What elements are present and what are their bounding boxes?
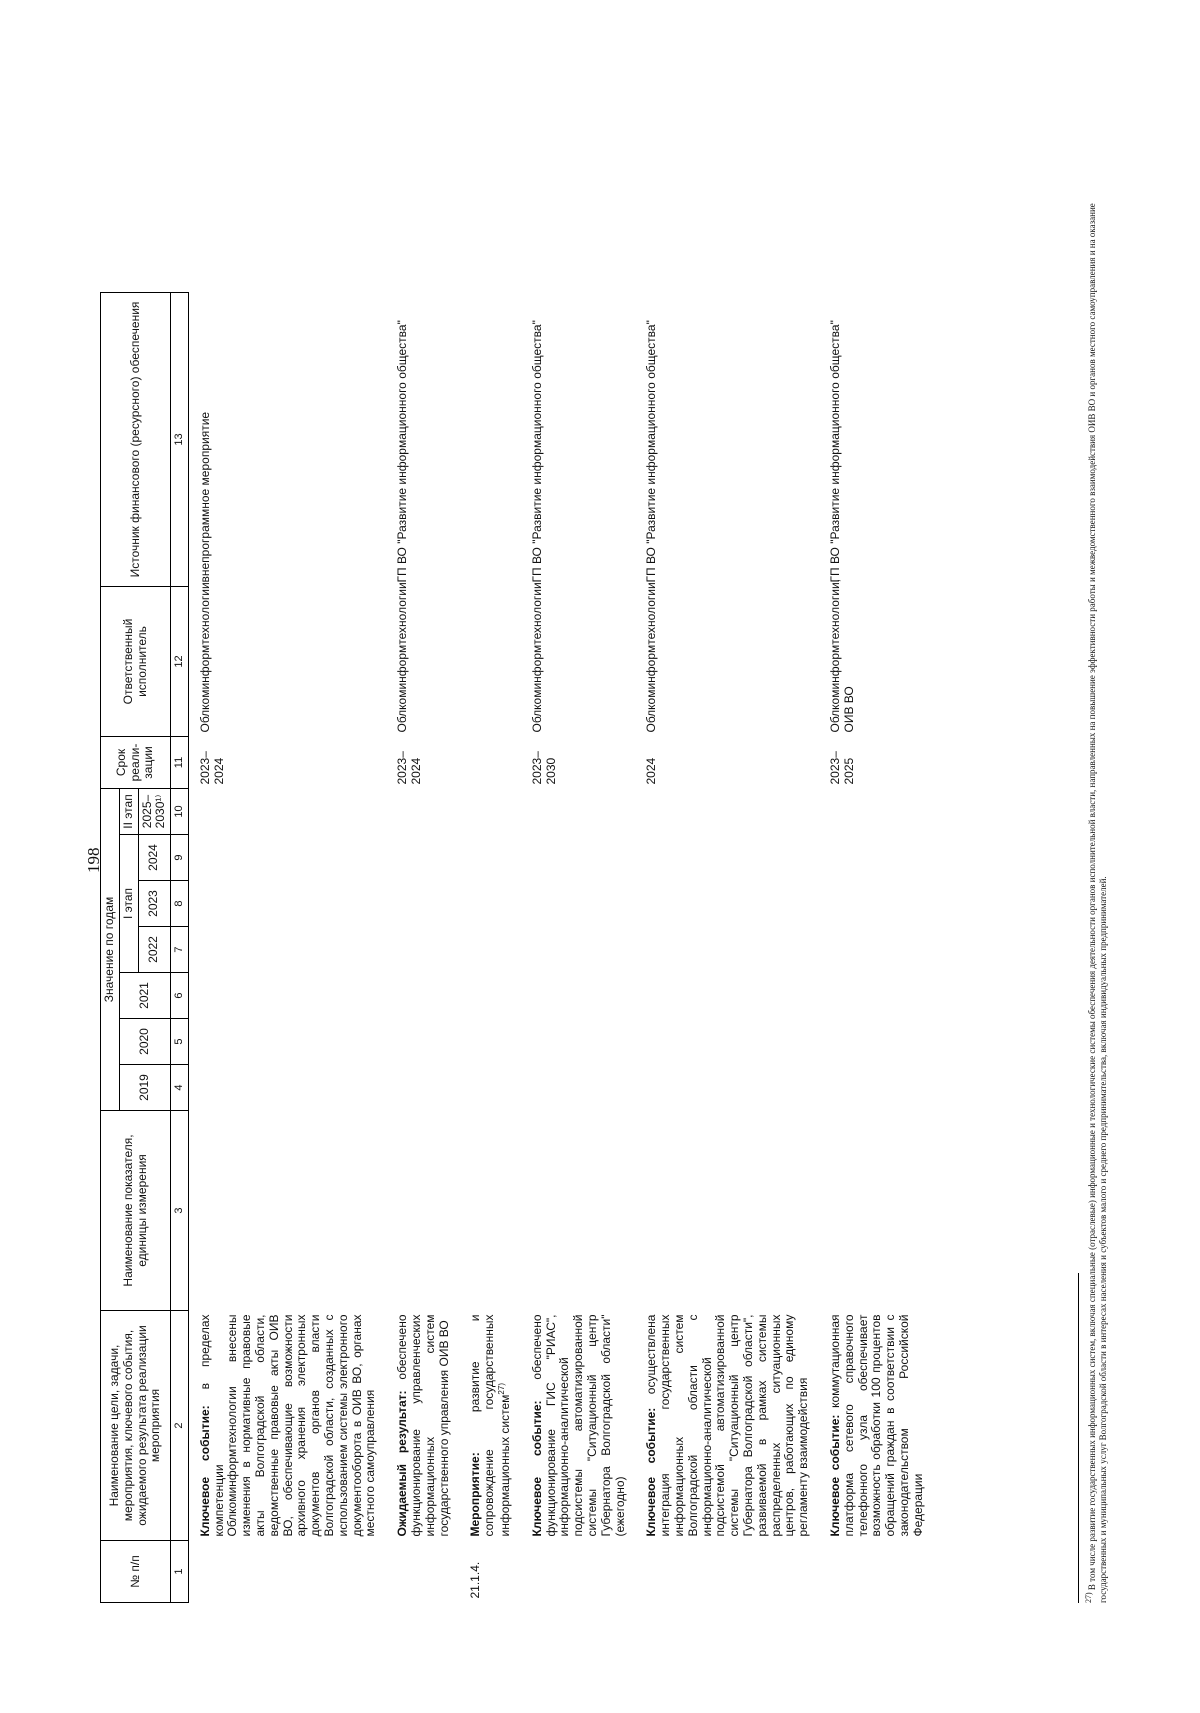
column-number: 12: [171, 587, 189, 737]
row-source: ГП ВО "Развитие информационного общества": [827, 320, 842, 583]
header-stage-2: II этап: [119, 789, 138, 835]
footnote: [1084, 183, 1110, 1603]
row-label: Ключевое событие:: [197, 1405, 212, 1537]
page-number: 198: [84, 847, 103, 873]
row-description: [521, 1311, 636, 1541]
row-text: обеспечено функционирование управленческих информационных систем государственного управления ОИВ ВО: [395, 1314, 451, 1537]
table-row: [459, 293, 520, 1603]
row-term: [459, 737, 520, 789]
column-number: 10: [171, 789, 189, 835]
header-name: Наименование цели, задачи, мероприятия, ключевого события, ожидаемого результата реализации мероприятия: [101, 1311, 171, 1541]
footnote-divider: [1078, 1273, 1079, 1603]
footnote-text: В том числе развитие государственных информационных систем, включая специальные (отраслевые) информационные и технологические системы обеспечения деятельности органов исполнительной власти, направленных на повышение эффективности работы и межведомственного взаимодействия ОИВ ВО и органов местного самоуправления и на оказание государственных и муниципальных услуг Волгоградской области в интересах населения и субъектов малого и среднего предпринимательства, включая индивидуальных предпринимателей.: [1087, 203, 1109, 1603]
row-label: Ключевое событие:: [827, 1414, 842, 1537]
header-year-2025-2030: [138, 789, 171, 835]
header-year-2020: 2020: [119, 1019, 170, 1065]
row-label: Ожидаемый результат:: [395, 1390, 410, 1537]
row-responsible: Облкоминформтехнологии: [395, 582, 410, 733]
row-text: коммутационная платформа сетевого справочного телефонного узла обеспечивает возможность обработки 100 процентов обращений граждан в соответствии с законодательством Российской Федерации: [827, 1314, 925, 1537]
header-source: Источник финансового (ресурсного) обеспечения: [101, 293, 171, 587]
program-table: [100, 292, 933, 1603]
row-source: внепрограммное мероприятие: [197, 411, 212, 583]
column-number: 11: [171, 737, 189, 789]
row-responsible: Облкоминформтехнологии: [644, 582, 659, 733]
row-responsible: [459, 587, 520, 737]
row-source: ГП ВО "Развитие информационного общества": [529, 320, 544, 583]
row-text: обеспечено функционирование ГИС "РИАС", информационно-аналитической подсистемы автоматизированной системы "Ситуационный центр Губернатора Волгоградской области" (ежегодно): [529, 1314, 627, 1537]
row-term: 2023–2025: [827, 751, 856, 785]
table-row: [635, 293, 819, 1603]
column-number: 7: [171, 927, 189, 973]
column-number: 5: [171, 1019, 189, 1065]
column-number: 1: [171, 1541, 189, 1603]
row-description: [386, 1311, 459, 1541]
row-number: [521, 1541, 636, 1603]
column-number: 4: [171, 1065, 189, 1111]
row-number: 21.1.4.: [468, 1561, 483, 1599]
column-number: 6: [171, 973, 189, 1019]
header-year-2019: 2019: [119, 1065, 170, 1111]
row-responsible: Облкоминформтехнологии: [197, 582, 212, 733]
row-text: развитие и сопровождение государственных информационных систем: [468, 1314, 512, 1537]
row-term: 2023–2024: [197, 751, 226, 785]
row-label: Ключевое событие:: [529, 1400, 544, 1537]
header-year-2023: 2023: [138, 881, 171, 927]
column-number: 3: [171, 1111, 189, 1311]
row-term: 2024: [644, 757, 659, 785]
table-row: [819, 293, 934, 1603]
row-text: в пределах компетенции Облкоминформтехнологии внесены изменения в нормативные правовые акты Волгоградской области, ведомственные правовые акты ОИВ ВО, обеспечивающие возможности архивного хранения электронных документов органов власти Волгоградской области, созданных с использованием системы электронного документооборота в ОИВ ВО, органах местного самоуправления: [197, 1314, 378, 1537]
header-indicator: Наименование показателя, единицы измерения: [101, 1111, 171, 1311]
header-year-footnote-ref: ¹⁾: [153, 794, 168, 802]
header-year-2024: 2024: [138, 835, 171, 881]
header-year-2022: 2022: [138, 927, 171, 973]
row-number: [635, 1541, 819, 1603]
row-responsible: Облкоминформтехнологии, ОИВ ВО: [827, 578, 856, 733]
row-source: ГП ВО "Развитие информационного общества": [644, 320, 659, 583]
header-stage-1: I этап: [119, 835, 138, 973]
footnote-ref: 27): [496, 1383, 506, 1395]
column-number: 9: [171, 835, 189, 881]
row-source: ГП ВО "Развитие информационного общества": [395, 320, 410, 583]
row-source: [459, 293, 520, 587]
row-term: 2023–2024: [395, 751, 423, 785]
header-year-2025-2030-text: 2025–2030: [139, 794, 168, 829]
row-description: [188, 1311, 386, 1541]
header-num: № п/п: [101, 1541, 171, 1603]
table-row: [521, 293, 636, 1603]
header-values-group: Значение по годам: [101, 789, 120, 1111]
row-label: Мероприятие:: [468, 1452, 483, 1537]
row-number: [188, 1541, 386, 1603]
footnote-marker: 27): [1084, 1592, 1093, 1603]
row-text: осуществлена интеграция государственных информационных систем Волгоградской области с информационно-аналитической подсистемой автоматизированной системы "Ситуационный центр Губернатора Волгоградской области", развиваемой в рамках системы распределенных ситуационных центров, работающих по единому регламенту взаимодействия: [644, 1314, 811, 1537]
row-number: [819, 1541, 934, 1603]
table-row: [188, 293, 386, 1603]
header-responsible: Ответственный исполнитель: [101, 587, 171, 737]
row-description: [459, 1311, 520, 1541]
header-term: Срок реали-зации: [101, 737, 171, 789]
header-year-2021: 2021: [119, 973, 170, 1019]
row-description: [635, 1311, 819, 1541]
row-responsible: Облкоминформтехнологии: [529, 582, 544, 733]
row-label: Ключевое событие:: [644, 1407, 659, 1537]
row-number: [386, 1541, 459, 1603]
column-number: 13: [171, 293, 189, 587]
column-number: 8: [171, 881, 189, 927]
row-term: 2023–2030: [529, 751, 558, 785]
table-row: [386, 293, 459, 1603]
row-description: [819, 1311, 934, 1541]
column-number: 2: [171, 1311, 189, 1541]
